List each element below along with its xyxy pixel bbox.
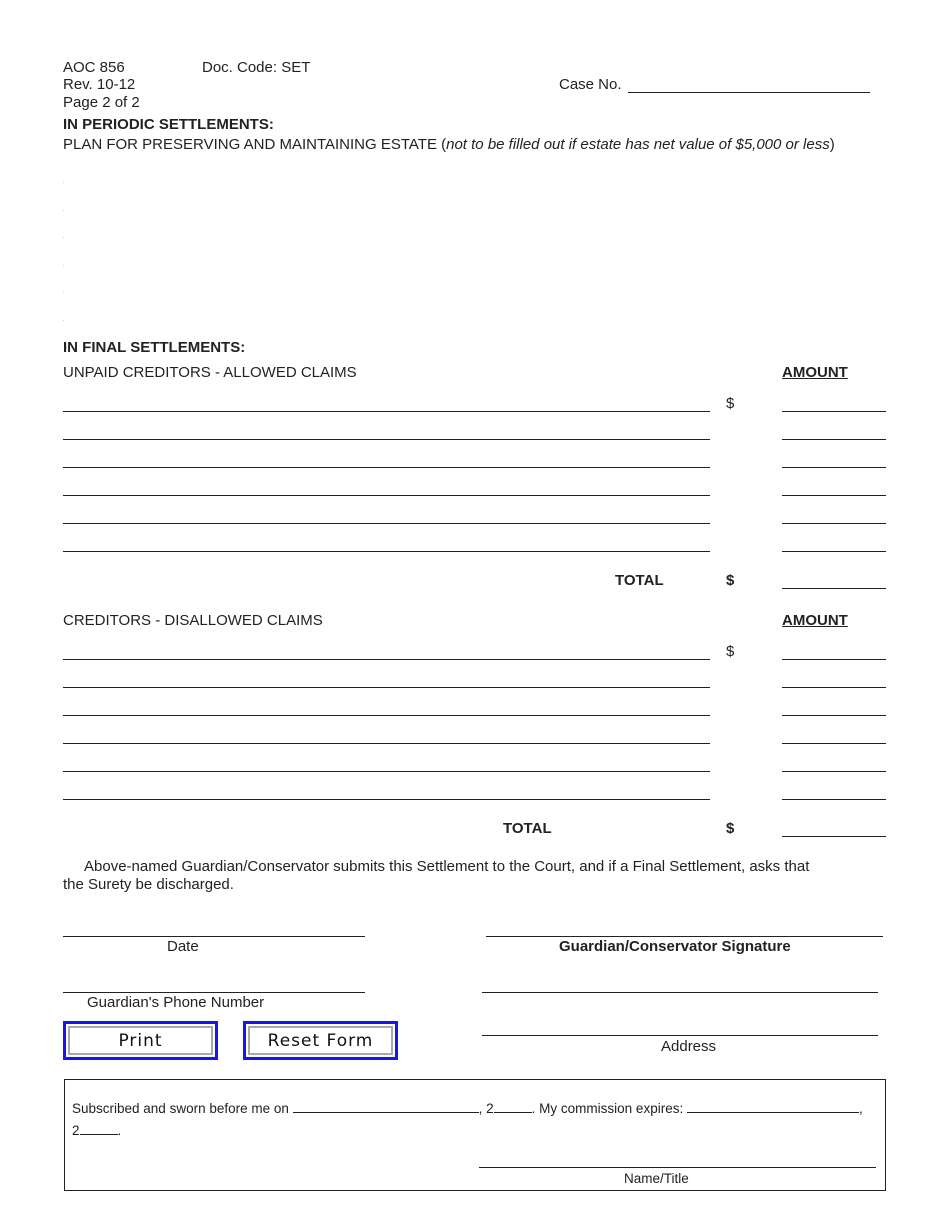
form-number: AOC 856: [63, 59, 125, 76]
statement-line-2: the Surety be discharged.: [63, 876, 234, 893]
disallowed-claim-line[interactable]: [63, 659, 710, 660]
allowed-claim-line[interactable]: [63, 551, 710, 552]
date-field[interactable]: [63, 936, 365, 937]
plan-text-area[interactable]: [60, 170, 886, 330]
signature-field[interactable]: [486, 936, 883, 937]
allowed-amount-header: AMOUNT: [782, 364, 848, 381]
disallowed-amount-line[interactable]: [782, 799, 886, 800]
commission-expires-field[interactable]: [687, 1099, 859, 1113]
periodic-heading: IN PERIODIC SETTLEMENTS:: [63, 116, 274, 133]
allowed-currency: $: [726, 395, 735, 412]
case-no-field[interactable]: [628, 92, 870, 93]
disallowed-claim-line[interactable]: [63, 771, 710, 772]
disallowed-amount-line[interactable]: [782, 715, 886, 716]
allowed-claims-label: UNPAID CREDITORS - ALLOWED CLAIMS: [63, 364, 357, 381]
disallowed-amount-line[interactable]: [782, 687, 886, 688]
commission-year-field[interactable]: [80, 1121, 118, 1135]
allowed-claim-line[interactable]: [63, 523, 710, 524]
reset-form-button-label: Reset Form: [248, 1026, 393, 1055]
sworn-date-field[interactable]: [293, 1099, 479, 1113]
phone-field[interactable]: [63, 992, 365, 993]
disallowed-claim-line[interactable]: [63, 799, 710, 800]
allowed-total-field[interactable]: [782, 588, 886, 589]
allowed-amount-line[interactable]: [782, 523, 886, 524]
allowed-amount-line[interactable]: [782, 467, 886, 468]
disallowed-total-currency: $: [726, 820, 735, 837]
disallowed-amount-header: AMOUNT: [782, 612, 848, 629]
name-title-label: Name/Title: [624, 1171, 689, 1186]
disallowed-claim-line[interactable]: [63, 743, 710, 744]
commission-year: 2 .: [72, 1123, 122, 1138]
name-title-field[interactable]: [479, 1167, 876, 1168]
disallowed-claim-line[interactable]: [63, 687, 710, 688]
allowed-amount-line[interactable]: [782, 411, 886, 412]
allowed-claim-line[interactable]: [63, 467, 710, 468]
reset-form-button[interactable]: [243, 1021, 398, 1060]
sworn-year-field[interactable]: [494, 1099, 532, 1113]
disallowed-amount-line[interactable]: [782, 659, 886, 660]
notary-box: [64, 1079, 886, 1191]
disallowed-amount-line[interactable]: [782, 771, 886, 772]
case-no-label: Case No.: [559, 76, 622, 93]
allowed-total-label: TOTAL: [615, 572, 664, 589]
notary-statement: Subscribed and sworn before me on , 2 . My commission expires: ,: [72, 1101, 863, 1116]
revision: Rev. 10-12: [63, 76, 136, 93]
allowed-claim-line[interactable]: [63, 411, 710, 412]
disallowed-claims-label: CREDITORS - DISALLOWED CLAIMS: [63, 612, 323, 629]
page-number: Page 2 of 2: [63, 94, 140, 111]
signature-label: Guardian/Conservator Signature: [559, 938, 791, 955]
address-label: Address: [661, 1038, 717, 1055]
doc-code: Doc. Code: SET: [202, 59, 311, 76]
plan-note: not to be filled out if estate has net value of $5,000 or less: [446, 136, 830, 153]
allowed-amount-line[interactable]: [782, 439, 886, 440]
disallowed-total-label: TOTAL: [503, 820, 552, 837]
phone-label: Guardian's Phone Number: [87, 994, 265, 1011]
statement-line-1: Above-named Guardian/Conservator submits this Settlement to the Court, and if a Final Settlement, asks that: [84, 858, 810, 875]
address-line-1[interactable]: [482, 992, 878, 993]
allowed-amount-line[interactable]: [782, 551, 886, 552]
print-button-label: Print: [68, 1026, 213, 1055]
allowed-claim-line[interactable]: [63, 439, 710, 440]
allowed-amount-line[interactable]: [782, 495, 886, 496]
date-label: Date: [167, 938, 199, 955]
plan-label: PLAN FOR PRESERVING AND MAINTAINING ESTATE (not to be filled out if estate has net value of $5,000 or less): [63, 136, 835, 153]
allowed-total-currency: $: [726, 572, 735, 589]
final-heading: IN FINAL SETTLEMENTS:: [63, 339, 246, 356]
disallowed-total-field[interactable]: [782, 836, 886, 837]
disallowed-amount-line[interactable]: [782, 743, 886, 744]
address-line-2[interactable]: [482, 1035, 878, 1036]
allowed-claim-line[interactable]: [63, 495, 710, 496]
print-button[interactable]: [63, 1021, 218, 1060]
disallowed-claim-line[interactable]: [63, 715, 710, 716]
disallowed-currency: $: [726, 643, 735, 660]
